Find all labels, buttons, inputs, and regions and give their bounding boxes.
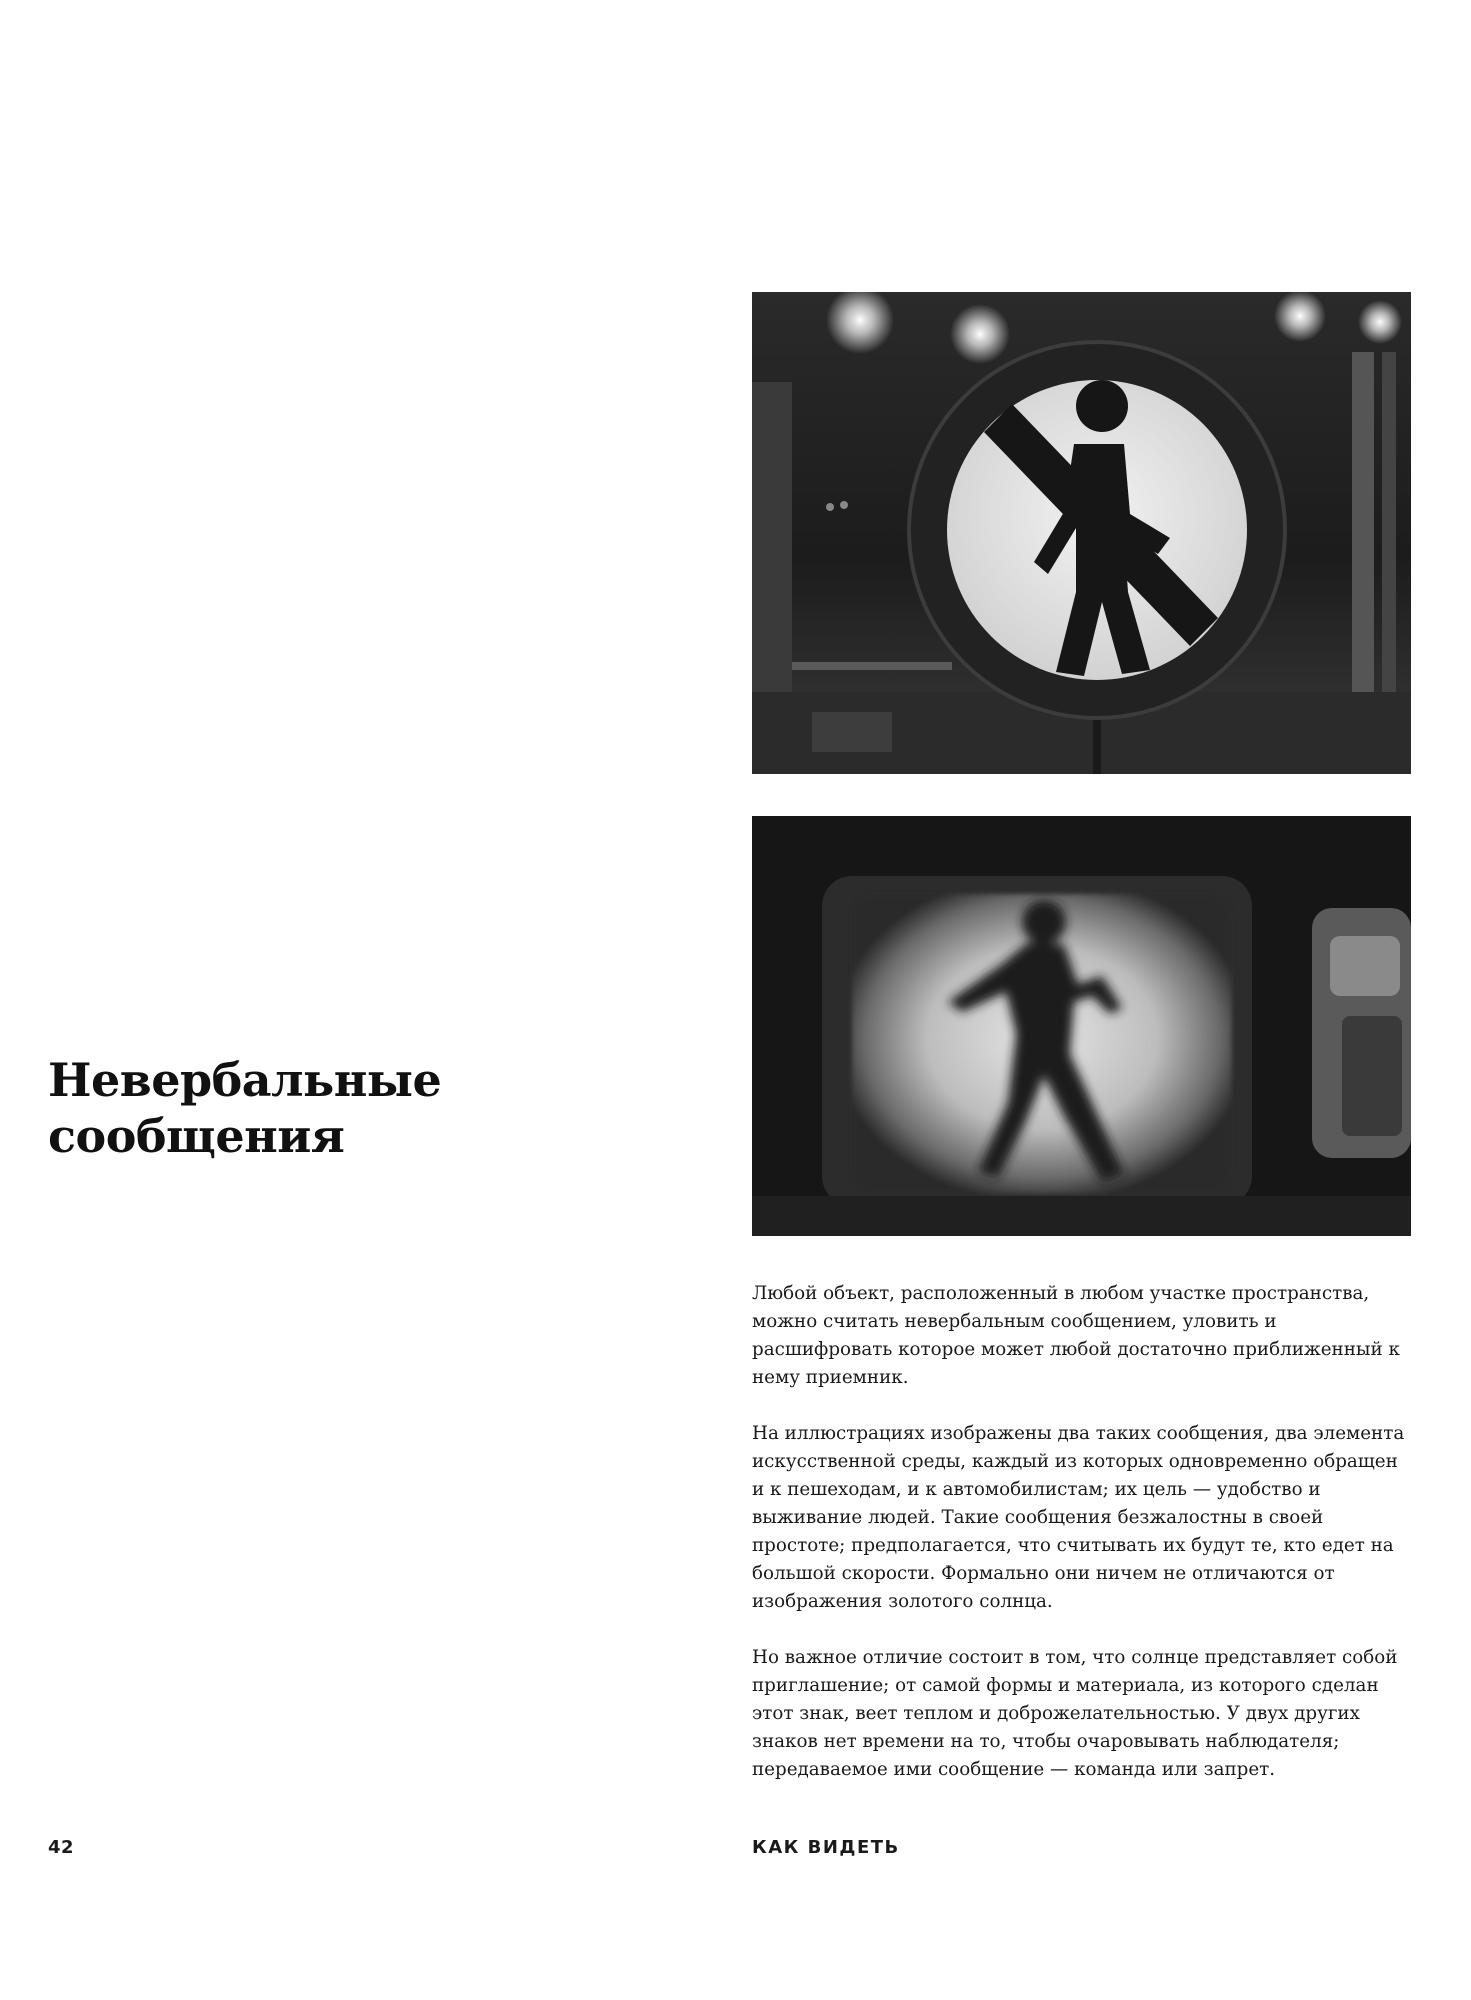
section-heading — [48, 1052, 608, 1164]
heading-line-2: сообщения — [48, 1109, 345, 1163]
body-paragraph-2: На иллюстрациях изображены два таких сообщения, два элемента искусственной среды, каждый из которых одновременно обращен и к пешеходам, и к автомобилистам; их цель — удобство и выживание людей. Такие сообщения безжалостны в своей простоте; предполагается, что считывать их будут те, кто едет на большой скорости. Формально они ничем не отличаются от изображения золотого солнца. — [752, 1423, 1405, 1612]
walking-pedestrian-icon — [752, 816, 1411, 1236]
no-pedestrian-sign-photo — [752, 292, 1411, 774]
body-paragraph-3: Но важное отличие состоит в том, что солнце представляет собой приглашение; от самой формы и материала, из которого сделан этот знак, веет теплом и доброжелательностью. У двух других знаков нет времени на то, чтобы очаровывать наблюдателя; передаваемое ими сообщение — команда или запрет. — [752, 1647, 1398, 1780]
page-number: 42 — [48, 1837, 75, 1858]
pedestrian-crossing-light-photo — [752, 816, 1411, 1236]
body-text — [752, 1280, 1412, 1812]
body-paragraph-1: Любой объект, расположенный в любом участке пространства, можно считать невербальным сообщением, уловить и расшифровать которое может любой достаточно приближенный к нему приемник. — [752, 1283, 1400, 1388]
running-title: КАК ВИДЕТЬ — [752, 1837, 900, 1858]
no-pedestrian-sign-icon — [752, 292, 1411, 774]
heading-line-1: Невербальные — [48, 1053, 442, 1107]
